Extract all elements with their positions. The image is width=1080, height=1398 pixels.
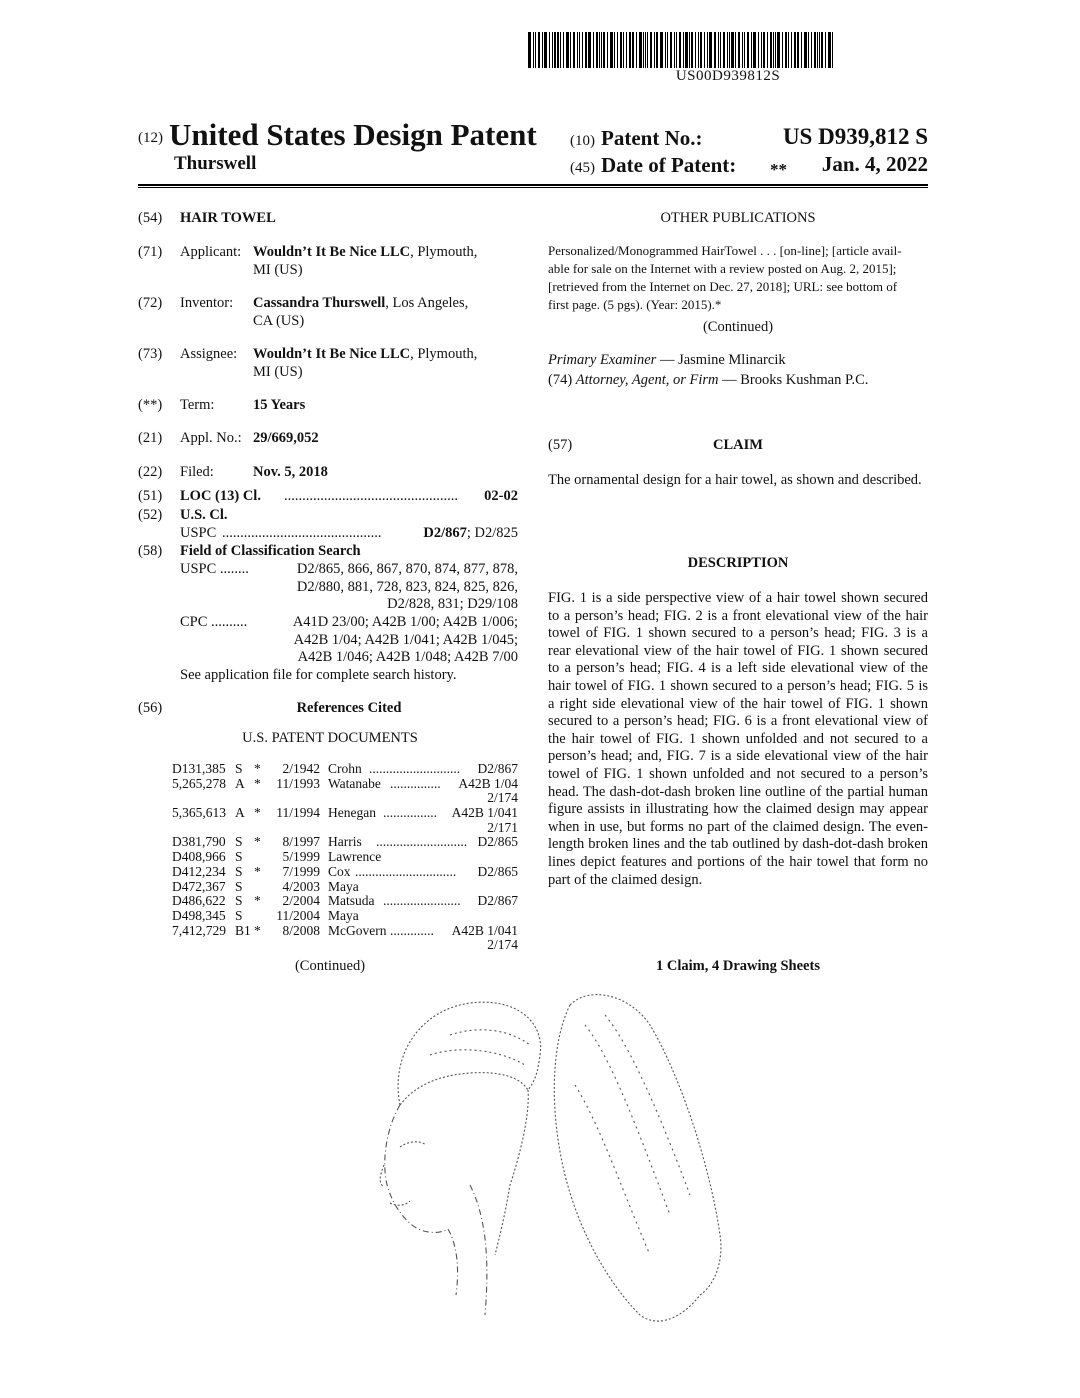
barcode-bar <box>643 32 644 68</box>
barcode-bar <box>689 32 690 68</box>
barcode-bar <box>758 32 759 68</box>
reference-name: Watanabe <box>328 775 381 791</box>
reference-row <box>172 924 518 939</box>
barcode-bar <box>650 32 652 68</box>
reference-name: Cox <box>328 863 351 879</box>
reference-num: 7,412,729 <box>172 922 226 938</box>
reference-num: D381,790 <box>172 834 226 850</box>
inventor-surname: Thurswell <box>174 153 257 174</box>
reference-kind: B1 <box>235 922 251 938</box>
references-subtitle: U.S. PATENT DOCUMENTS <box>242 730 418 746</box>
barcode-bar <box>794 32 796 68</box>
appl-no-value: 29/669,052 <box>253 430 319 446</box>
hair-towel-drawing <box>360 985 730 1345</box>
references-title: References Cited <box>296 700 402 716</box>
patent-title: HAIR TOWEL <box>180 210 276 226</box>
barcode-bar <box>570 32 571 68</box>
barcode-bar <box>620 32 622 68</box>
barcode-bar <box>767 32 768 68</box>
barcode-bar <box>577 32 578 68</box>
barcode-bar <box>814 32 816 68</box>
barcode-bar <box>751 32 752 68</box>
reference-num: D486,622 <box>172 893 226 909</box>
reference-num: D412,234 <box>172 863 226 879</box>
barcode-bar <box>614 32 615 68</box>
barcode-bar <box>560 32 561 68</box>
barcode-bar <box>785 32 787 68</box>
primary-examiner: Primary Examiner — Jasmine Mlinarcik <box>548 352 786 368</box>
barcode-bar <box>676 32 677 68</box>
date-of-patent-value: Jan. 4, 2022 <box>821 152 928 176</box>
barcode-bar <box>832 32 833 68</box>
reference-row <box>172 806 518 821</box>
barcode-bar <box>723 32 725 68</box>
references-continued: (Continued) <box>294 958 366 974</box>
reference-num: D131,385 <box>172 761 226 776</box>
barcode-bar <box>777 32 780 68</box>
reference-star: * <box>254 863 261 879</box>
reference-cls: A42B 1/041 <box>451 805 518 821</box>
reference-name: Lawrence <box>328 849 382 865</box>
barcode-bar <box>775 32 776 68</box>
barcode-bar <box>629 32 631 68</box>
references-table <box>172 762 518 953</box>
barcode-number: US00D939812S <box>675 68 781 84</box>
reference-date: 4/2003 <box>282 878 320 894</box>
field-uspc-values: D2/865, 866, 867, 870, 874, 877, 878, D2/880, 881, 728, 823, 824, 825, 826, D2/828, 831; D29/108 <box>296 561 518 612</box>
barcode-bar <box>773 32 774 68</box>
reference-row <box>172 777 518 792</box>
description-title: DESCRIPTION <box>687 555 789 571</box>
claim-title: CLAIM <box>713 437 763 453</box>
barcode-bar <box>685 32 688 68</box>
barcode-bar <box>735 32 736 68</box>
barcode-bar <box>599 32 600 68</box>
reference-kind: A <box>235 775 245 791</box>
reference-dots: ........................... <box>376 834 468 850</box>
barcode-bar <box>817 32 818 68</box>
barcode-bar <box>654 32 655 68</box>
barcode-bar <box>603 32 605 68</box>
barcode-bar <box>610 32 613 68</box>
us-cl-value: D2/867; D2/825 <box>423 525 518 541</box>
other-publications-title: OTHER PUBLICATIONS <box>660 210 816 226</box>
filed-value: Nov. 5, 2018 <box>253 464 328 480</box>
barcode-bar <box>533 32 534 68</box>
barcode-bar <box>742 32 743 68</box>
barcode-bar <box>626 32 627 68</box>
term-value: 15 Years <box>253 397 306 413</box>
reference-kind: S <box>235 849 243 865</box>
barcode-bar <box>601 32 602 68</box>
reference-dots: .............................. <box>355 863 457 879</box>
barcode-bar <box>770 32 772 68</box>
reference-cls: D2/865 <box>477 863 518 879</box>
barcode-bar <box>738 32 740 68</box>
field-cpc-values: A41D 23/00; A42B 1/00; A42B 1/006; A42B 1/04; A42B 1/041; A42B 1/045; A42B 1/046; A42B 1/048; A42B 7/00 <box>292 614 518 665</box>
reference-row <box>172 835 518 850</box>
reference-num: D408,966 <box>172 849 226 865</box>
barcode-bar <box>727 32 728 68</box>
barcode-bar <box>763 32 765 68</box>
header-rule-thin <box>138 187 928 188</box>
patent-type-title <box>138 117 537 153</box>
barcode-bar <box>617 32 618 68</box>
barcode-bar <box>607 32 608 68</box>
barcode-bar <box>753 32 756 68</box>
barcode-bar <box>804 32 807 68</box>
drawing-sheets-count: 1 Claim, 4 Drawing Sheets <box>656 958 820 974</box>
barcode-bar <box>797 32 799 68</box>
reference-cls: A42B 1/04 <box>458 775 518 791</box>
barcode-bar <box>557 32 559 68</box>
reference-num: D472,367 <box>172 878 226 894</box>
reference-date: 2/2004 <box>282 893 320 909</box>
reference-name: Maya <box>328 907 359 923</box>
reference-kind: S <box>235 761 243 776</box>
reference-dots: ............... <box>390 775 441 791</box>
reference-cls: 2/174 <box>487 790 518 806</box>
reference-dots: ....................... <box>383 893 461 909</box>
barcode-bar <box>808 32 809 68</box>
barcode-bar <box>542 32 543 68</box>
other-publications-continued: (Continued) <box>702 319 774 335</box>
reference-name: Crohn <box>328 761 362 776</box>
barcode-bar <box>695 32 696 68</box>
reference-date: 8/2008 <box>282 922 320 938</box>
barcode-bar <box>528 32 531 68</box>
reference-num: D498,345 <box>172 907 226 923</box>
barcode-bar <box>566 32 569 68</box>
barcode-bar <box>700 32 702 68</box>
barcode-bar <box>582 32 583 68</box>
reference-star: * <box>254 922 261 938</box>
barcode-bar <box>639 32 642 68</box>
barcode-bar <box>679 32 681 68</box>
barcode-bar <box>549 32 550 68</box>
barcode-bar <box>535 32 536 68</box>
patent-number-label: (10) Patent No.: <box>570 126 703 150</box>
barcode-bar <box>665 32 666 68</box>
claim-text: The ornamental design for a hair towel, as shown and described. <box>548 472 922 488</box>
reference-cls: A42B 1/041 <box>451 922 518 938</box>
barcode-bar <box>538 32 540 68</box>
barcode-bar <box>636 32 637 68</box>
reference-star: * <box>254 761 261 776</box>
barcode-bar <box>709 32 712 68</box>
reference-date: 11/1994 <box>276 805 320 821</box>
barcode-bar <box>573 32 575 68</box>
reference-row <box>172 865 518 880</box>
barcode-bar <box>720 32 721 68</box>
reference-name: Henegan <box>328 805 376 821</box>
date-of-patent-label: (45) Date of Patent: <box>570 153 737 177</box>
barcode-bar <box>747 32 749 68</box>
barcode-bar <box>683 32 684 68</box>
reference-num: 5,365,613 <box>172 805 226 821</box>
barcode-bar <box>704 32 705 68</box>
assignee-value: Wouldn’t It Be Nice LLC, Plymouth, <box>253 346 478 362</box>
barcode-bar <box>552 32 553 68</box>
reference-name: Maya <box>328 878 359 894</box>
barcode-bar <box>674 32 675 68</box>
reference-date: 7/1999 <box>282 863 320 879</box>
reference-cls: 2/171 <box>487 819 518 835</box>
barcode-bar <box>707 32 708 68</box>
barcode-bar <box>563 32 564 68</box>
applicant-value: Wouldn’t It Be Nice LLC, Plymouth, <box>253 244 478 260</box>
reference-row <box>172 880 518 895</box>
reference-kind: S <box>235 834 243 850</box>
type-title: United States Design Patent <box>169 117 537 152</box>
barcode-bar <box>828 32 831 68</box>
barcode-bar <box>811 32 812 68</box>
header-rule <box>138 184 928 186</box>
reference-dots: ............. <box>390 922 434 938</box>
barcode-bar <box>819 32 820 68</box>
reference-name: Matsuda <box>328 893 375 909</box>
reference-cls: D2/867 <box>477 893 518 909</box>
date-stars: ** <box>770 160 787 179</box>
reference-kind: S <box>235 907 243 923</box>
barcode-bar <box>670 32 672 68</box>
reference-row <box>172 791 518 806</box>
reference-row <box>172 894 518 909</box>
barcode-bar <box>656 32 658 68</box>
attorney: (74) Attorney, Agent, or Firm — Brooks Kushman P.C. <box>548 372 869 388</box>
barcode-bar <box>660 32 663 68</box>
reference-star: * <box>254 805 261 821</box>
barcode-bar <box>821 32 823 68</box>
barcode-bar <box>782 32 783 68</box>
reference-kind: A <box>235 805 245 821</box>
reference-cls: D2/865 <box>477 834 518 850</box>
reference-cls: 2/174 <box>487 937 518 953</box>
barcode-bar <box>585 32 587 68</box>
barcode-bar <box>554 32 556 68</box>
reference-name: Harris <box>328 834 362 850</box>
barcode-bar <box>544 32 547 68</box>
reference-date: 11/2004 <box>276 907 320 923</box>
barcode-bar <box>596 32 598 68</box>
reference-num: 5,265,278 <box>172 775 226 791</box>
barcode-bar <box>714 32 716 68</box>
barcode-bar <box>731 32 734 68</box>
barcode-bar <box>729 32 730 68</box>
barcode-bar <box>667 32 668 68</box>
reference-date: 5/1999 <box>282 849 320 865</box>
patent-number-value: US D939,812 S <box>782 124 928 149</box>
reference-kind: S <box>235 863 243 879</box>
description-text: FIG. 1 is a side perspective view of a hair towel shown secured to a person’s head; FIG. 2 is a front elevational view of the hair towel of FIG. 1 shown secured to a person’s head; FIG. 3 is a rear elevational view of the hair towel of FIG. 1 shown secured to a person’s head; FIG. 4 is a left side elevational view of the hair towel of FIG. 1 shown secured to a person’s head; FIG. 5 is a right side elevational view of the hair towel of FIG. 1 shown secured to a person’s head; FIG. 6 is a front elevational view of the hair towel of FIG. 1 shown unfolded and not secured to a person’s head; and, FIG. 7 is a side elevational view of the hair towel of FIG. 1 shown unfolded and not secured to a person’s head. The dash-dot-dash broken line outline of the partial human figure assists in illustrating how the claimed design may appear when in use, but forms no part of the claimed design. The even-length broken lines and the tab outlined by dash-dot-dash broken lines depict features and portions of the hair towel that form no part of the claimed design. <box>548 590 928 888</box>
reference-row <box>172 909 518 924</box>
barcode <box>528 32 928 68</box>
loc-value: 02-02 <box>484 488 518 504</box>
reference-row <box>172 938 518 953</box>
reference-name: McGovern <box>328 922 387 938</box>
barcode-bar <box>825 32 826 68</box>
other-publications-text: Personalized/Monogrammed HairTowel . . . [on-line]; [article avail- able for sale on the Internet with a review posted on Aug. 2, 2015]; [retrieved from the Internet on Dec. 27, 2018]; URL: see bottom of first page. (5 pgs). (Year: 2015).* <box>548 243 902 312</box>
barcode-bar <box>801 32 802 68</box>
barcode-bar <box>623 32 624 68</box>
reference-dots: ........................... <box>369 761 461 776</box>
reference-row <box>172 850 518 865</box>
barcode-bar <box>791 32 792 68</box>
type-code: (12) <box>138 130 163 146</box>
reference-kind: S <box>235 878 243 894</box>
barcode-bar <box>691 32 693 68</box>
reference-kind: S <box>235 893 243 909</box>
barcode-bar <box>588 32 591 68</box>
reference-row <box>172 762 518 777</box>
barcode-bar <box>647 32 648 68</box>
barcode-bar <box>593 32 594 68</box>
barcode-bar <box>718 32 719 68</box>
barcode-bar <box>744 32 745 68</box>
reference-date: 11/1993 <box>276 775 320 791</box>
reference-date: 2/1942 <box>282 761 320 776</box>
reference-star: * <box>254 834 261 850</box>
reference-star: * <box>254 893 261 909</box>
barcode-bar <box>698 32 699 68</box>
reference-dots: ................ <box>383 805 437 821</box>
reference-cls: D2/867 <box>477 761 518 776</box>
claim-code: (57) <box>548 437 573 453</box>
barcode-bar <box>632 32 634 68</box>
barcode-bar <box>788 32 789 68</box>
reference-star: * <box>254 775 261 791</box>
barcode-bar <box>645 32 646 68</box>
barcode-bar <box>761 32 762 68</box>
reference-date: 8/1997 <box>282 834 320 850</box>
inventor-value: Cassandra Thurswell, Los Angeles, <box>253 295 469 311</box>
barcode-bar <box>579 32 580 68</box>
reference-row <box>172 821 518 836</box>
